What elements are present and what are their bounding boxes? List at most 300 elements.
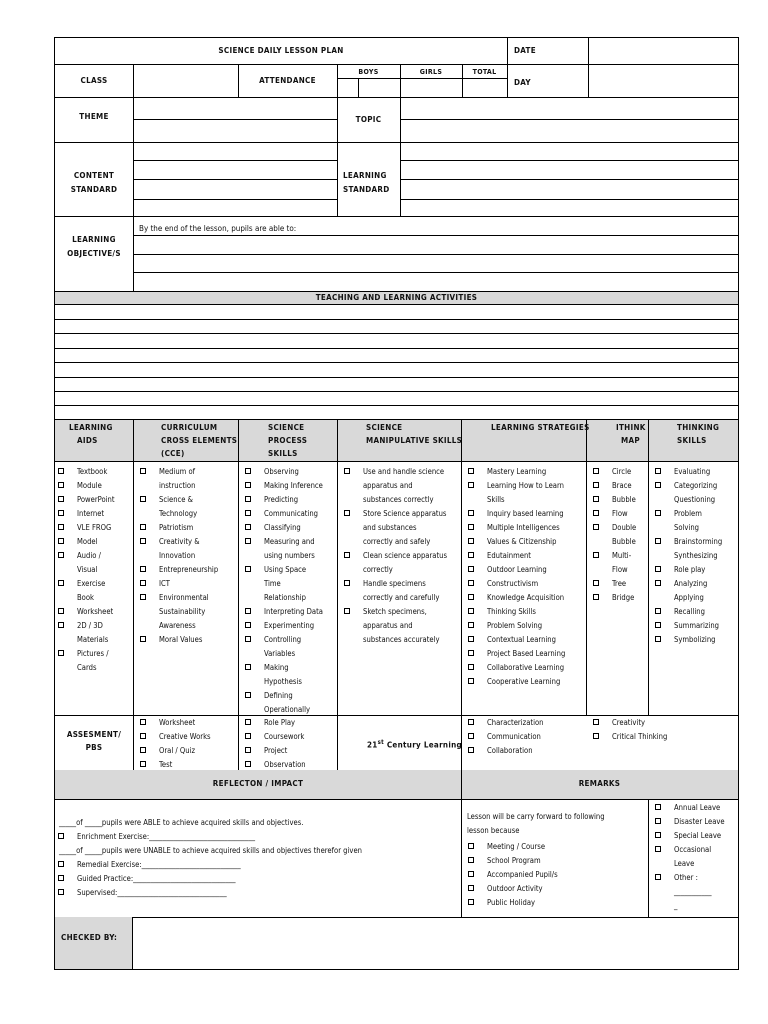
list-item-label: Measuring and	[264, 537, 315, 546]
list-item-label: apparatus and	[363, 621, 413, 630]
checkbox-icon[interactable]	[468, 871, 474, 877]
checkbox-icon[interactable]	[468, 664, 474, 670]
list-item	[242, 661, 323, 675]
list-item-label: _	[674, 901, 678, 910]
checkbox-icon[interactable]	[58, 552, 64, 558]
list-item	[652, 829, 725, 843]
list-item-label: Technology	[159, 509, 198, 518]
list-item-label: Patriotism	[159, 523, 194, 532]
class-label: CLASS	[80, 76, 108, 85]
list-item-label: Observation	[264, 760, 306, 769]
checkbox-icon[interactable]	[593, 468, 599, 474]
list-item	[652, 857, 725, 871]
thinking-header-2: SKILLS	[677, 436, 707, 445]
list-item-label: Creativity &	[159, 537, 200, 546]
list-item	[652, 535, 722, 549]
remarks-intro-2: lesson because	[467, 826, 520, 835]
list-item	[590, 730, 667, 744]
checkbox-icon[interactable]	[593, 510, 599, 516]
checkbox-icon[interactable]	[468, 566, 474, 572]
checkbox-icon[interactable]	[468, 510, 474, 516]
list-item	[465, 854, 558, 868]
list-item-label: Hypothesis	[264, 677, 302, 686]
checkbox-icon[interactable]	[344, 580, 350, 586]
strategies-header: LEARNING STRATEGIES	[491, 423, 590, 432]
checkbox-icon[interactable]	[468, 594, 474, 600]
checkbox-icon[interactable]	[140, 580, 146, 586]
list-item-label: Clean science apparatus	[363, 551, 448, 560]
list-item	[242, 689, 323, 703]
checkbox-icon[interactable]	[655, 510, 661, 516]
list-item	[137, 577, 218, 591]
remarks-title: REMARKS	[578, 779, 621, 788]
checkbox-icon[interactable]	[593, 496, 599, 502]
list-item-label: Thinking Skills	[487, 607, 536, 616]
checkbox-icon[interactable]	[593, 552, 599, 558]
list-item	[137, 549, 218, 563]
list-item-label: Constructivism	[487, 579, 539, 588]
checkbox-icon[interactable]	[245, 510, 251, 516]
checkbox-icon[interactable]	[468, 678, 474, 684]
list-item-label: Time	[264, 579, 281, 588]
list-item-label: Entrepreneurship	[159, 565, 219, 574]
list-item	[137, 563, 218, 577]
list-item	[465, 882, 558, 896]
list-item-label: Materials	[77, 635, 109, 644]
checkbox-icon[interactable]	[58, 580, 64, 586]
list-item	[55, 521, 115, 535]
list-item	[590, 535, 636, 549]
list-item-label: Questioning	[674, 495, 716, 504]
list-item-label: Operationally	[264, 705, 311, 714]
checkbox-icon[interactable]	[468, 747, 474, 753]
checkbox-icon[interactable]	[468, 885, 474, 891]
list-item-label: Bubble	[612, 495, 636, 504]
checkbox-icon[interactable]	[245, 566, 251, 572]
list-item	[55, 465, 115, 479]
list-item	[55, 661, 115, 675]
list-item	[55, 563, 115, 577]
list-item	[465, 647, 565, 661]
list-item-label: Making Inference	[264, 481, 323, 490]
supervised-line: Supervised:________________________________	[77, 888, 227, 897]
list-item-label: Medium of	[159, 467, 196, 476]
list-item	[465, 716, 543, 730]
manipulative-header-2: MANIPULATIVE SKILLS	[366, 436, 463, 445]
list-item	[590, 563, 636, 577]
checkbox-icon[interactable]	[593, 524, 599, 530]
date-label: DATE	[514, 46, 536, 55]
list-item	[341, 493, 447, 507]
checkbox-icon[interactable]	[245, 468, 251, 474]
checkbox-icon[interactable]	[593, 719, 599, 725]
list-item-label: Use and handle science	[363, 467, 445, 476]
list-item-label: Edutainment	[487, 551, 531, 560]
list-item	[652, 521, 722, 535]
checkbox-icon[interactable]	[245, 608, 251, 614]
list-item	[465, 507, 565, 521]
list-item	[341, 633, 447, 647]
list-item-label: Communicating	[264, 509, 319, 518]
checkbox-icon[interactable]	[245, 719, 251, 725]
list-item-label: Leave	[674, 859, 695, 868]
checkbox-icon[interactable]	[655, 608, 661, 614]
list-item-label: Knowledge Acquisition	[487, 593, 565, 602]
checkbox-icon[interactable]	[344, 468, 350, 474]
checkbox-icon[interactable]	[655, 482, 661, 488]
form-title: SCIENCE DAILY LESSON PLAN	[218, 46, 344, 55]
checkbox-icon[interactable]	[655, 804, 661, 810]
list-item	[55, 479, 115, 493]
list-item-label: Predicting	[264, 495, 299, 504]
list-item	[242, 716, 306, 730]
checkbox-icon[interactable]	[468, 524, 474, 530]
list-item	[590, 493, 636, 507]
list-item-label: Awareness	[159, 621, 196, 630]
list-item	[465, 493, 565, 507]
list-item-label: Circle	[612, 467, 632, 476]
list-item-label: Bubble	[612, 537, 636, 546]
cce-header-3: (CCE)	[161, 449, 185, 458]
checkbox-icon[interactable]	[58, 861, 64, 867]
checkbox-icon[interactable]	[245, 482, 251, 488]
checkbox-icon[interactable]	[245, 761, 251, 767]
checkbox-icon[interactable]	[344, 552, 350, 558]
checkbox-icon[interactable]	[58, 608, 64, 614]
checkbox-icon[interactable]	[140, 594, 146, 600]
list-item-label: Flow	[612, 509, 628, 518]
list-item-label: Problem Solving	[487, 621, 543, 630]
list-item	[242, 675, 323, 689]
list-item	[341, 563, 447, 577]
assessment-col3	[465, 716, 543, 758]
list-item-label: Collaboration	[487, 746, 533, 755]
list-item	[652, 801, 725, 815]
list-item-label: Textbook	[77, 467, 108, 476]
list-item-label: Meeting / Course	[487, 842, 546, 851]
checkbox-icon[interactable]	[593, 580, 599, 586]
checkbox-icon[interactable]	[655, 538, 661, 544]
enrichment-line: Enrichment Exercise:_______________________________	[77, 832, 256, 841]
checkbox-icon[interactable]	[468, 899, 474, 905]
list-item	[137, 633, 218, 647]
list-item-label: Skills	[487, 495, 505, 504]
able-line: _____of _____pupils were ABLE to achieve acquired skills and objectives.	[59, 818, 304, 827]
checkbox-icon[interactable]	[245, 636, 251, 642]
checkbox-icon[interactable]	[468, 552, 474, 558]
list-item	[55, 577, 115, 591]
list-item-label: Values & Citizenship	[487, 537, 557, 546]
list-item	[341, 521, 447, 535]
list-item-label: Evaluating	[674, 467, 711, 476]
checkbox-icon[interactable]	[655, 818, 661, 824]
list-item	[465, 868, 558, 882]
checkbox-icon[interactable]	[58, 496, 64, 502]
checkbox-icon[interactable]	[468, 608, 474, 614]
list-item-label: Interpreting Data	[264, 607, 323, 616]
list-item	[590, 521, 636, 535]
checkbox-icon[interactable]	[655, 580, 661, 586]
list-item	[341, 465, 447, 479]
list-item	[465, 591, 565, 605]
checkbox-icon[interactable]	[593, 482, 599, 488]
list-item-label: 2D / 3D	[77, 621, 103, 630]
list-item-label: School Program	[487, 856, 541, 865]
list-item-label: Science &	[159, 495, 193, 504]
list-item-label: Module	[77, 481, 102, 490]
list-item-label: Worksheet	[77, 607, 114, 616]
checkbox-icon[interactable]	[140, 524, 146, 530]
checkbox-icon[interactable]	[140, 636, 146, 642]
checkbox-icon[interactable]	[655, 636, 661, 642]
checkbox-icon[interactable]	[140, 733, 146, 739]
checkbox-icon[interactable]	[344, 608, 350, 614]
list-item-label: Environmental	[159, 593, 209, 602]
list-item-label: Disaster Leave	[674, 817, 725, 826]
checkbox-icon[interactable]	[468, 857, 474, 863]
list-item-label: Handle specimens	[363, 579, 426, 588]
list-item	[242, 465, 323, 479]
list-item	[137, 493, 218, 507]
list-item-label: Innovation	[159, 551, 196, 560]
checkbox-icon[interactable]	[468, 580, 474, 586]
checkbox-icon[interactable]	[468, 482, 474, 488]
checked-by-label: CHECKED BY:	[61, 933, 118, 942]
checkbox-icon[interactable]	[140, 468, 146, 474]
guided-line: Guided Practice:______________________________	[77, 874, 236, 883]
list-item-label: ___________	[674, 887, 712, 896]
list-item-label: Exercise	[77, 579, 106, 588]
checkbox-icon[interactable]	[593, 733, 599, 739]
list-item	[590, 549, 636, 563]
boys-label: BOYS	[358, 68, 379, 76]
list-item-label: PowerPoint	[77, 495, 115, 504]
checkbox-icon[interactable]	[655, 468, 661, 474]
list-item	[137, 716, 211, 730]
list-item	[652, 633, 722, 647]
checkbox-icon[interactable]	[344, 510, 350, 516]
checkbox-icon[interactable]	[58, 889, 64, 895]
assessment-label: ASSESMENT/	[66, 730, 122, 739]
list-item	[652, 563, 722, 577]
list-item-label: substances accurately	[363, 635, 440, 644]
learning-standard-label-2: STANDARD	[343, 185, 390, 194]
list-item-label: Audio /	[77, 551, 101, 560]
checkbox-icon[interactable]	[468, 650, 474, 656]
checkbox-icon[interactable]	[58, 538, 64, 544]
list-item-label: Inquiry based learning	[487, 509, 564, 518]
list-item	[652, 885, 725, 899]
list-item-label: Outdoor Learning	[487, 565, 547, 574]
checkbox-icon[interactable]	[245, 538, 251, 544]
ithink-header: ITHINK	[616, 423, 646, 432]
checkbox-icon[interactable]	[245, 733, 251, 739]
list-item	[652, 549, 722, 563]
list-item-label: VLE FROG	[77, 523, 112, 532]
list-item	[652, 507, 722, 521]
list-item-label: Synthesizing	[674, 551, 718, 560]
checkbox-icon[interactable]	[245, 496, 251, 502]
list-item-label: Critical Thinking	[612, 732, 668, 741]
checkbox-icon[interactable]	[468, 468, 474, 474]
list-item	[55, 549, 115, 563]
remedial-line: Remedial Exercise:_____________________________	[77, 860, 241, 869]
list-item	[341, 479, 447, 493]
list-item-label: Special Leave	[674, 831, 722, 840]
checkbox-icon[interactable]	[58, 833, 64, 839]
list-item-label: Outdoor Activity	[487, 884, 543, 893]
assessment-col4	[590, 716, 667, 744]
learning-aids-list	[55, 465, 115, 675]
checkbox-icon[interactable]	[655, 622, 661, 628]
list-item	[242, 619, 323, 633]
list-item	[465, 633, 565, 647]
list-item-label: Public Holiday	[487, 898, 536, 907]
list-item-label: Variables	[264, 649, 296, 658]
checkbox-icon[interactable]	[655, 832, 661, 838]
checkbox-icon[interactable]	[593, 594, 599, 600]
process-header-2: PROCESS	[268, 436, 308, 445]
checkbox-icon[interactable]	[140, 747, 146, 753]
checkbox-icon[interactable]	[140, 538, 146, 544]
checkbox-icon[interactable]	[58, 510, 64, 516]
checkbox-icon[interactable]	[58, 622, 64, 628]
checkbox-icon[interactable]	[58, 524, 64, 530]
list-item-label: Symbolizing	[674, 635, 716, 644]
unable-line: _____of _____pupils were UNABLE to achieve acquired skills and objectives therefor given	[59, 846, 362, 855]
checkbox-icon[interactable]	[655, 874, 661, 880]
list-item-label: Coursework	[264, 732, 305, 741]
list-item-label: Creativity	[612, 718, 646, 727]
list-item-label: Experimenting	[264, 621, 315, 630]
checkbox-icon[interactable]	[58, 468, 64, 474]
list-item-label: Recalling	[674, 607, 705, 616]
list-item	[242, 535, 323, 549]
list-item-label: Model	[77, 537, 98, 546]
attendance-label: ATTENDANCE	[259, 76, 316, 85]
list-item	[242, 577, 323, 591]
remarks-reasons	[465, 840, 558, 910]
checkbox-icon[interactable]	[140, 496, 146, 502]
learning-standard-label: LEARNING	[343, 171, 387, 180]
list-item	[465, 730, 543, 744]
checkbox-icon[interactable]	[245, 664, 251, 670]
checkbox-icon[interactable]	[140, 566, 146, 572]
list-item	[137, 521, 218, 535]
list-item	[55, 619, 115, 633]
process-header: SCIENCE	[268, 423, 305, 432]
checkbox-icon[interactable]	[468, 636, 474, 642]
list-item-label: Store Science apparatus	[363, 509, 447, 518]
checkbox-icon[interactable]	[58, 650, 64, 656]
checkbox-icon[interactable]	[468, 843, 474, 849]
list-item-label: Annual Leave	[674, 803, 721, 812]
list-item	[341, 535, 447, 549]
list-item-label: Double	[612, 523, 637, 532]
objectives-label: LEARNING	[72, 235, 116, 244]
list-item	[465, 549, 565, 563]
list-item	[341, 577, 447, 591]
checkbox-icon[interactable]	[468, 538, 474, 544]
list-item	[652, 899, 725, 913]
checkbox-icon[interactable]	[655, 846, 661, 852]
list-item-label: Defining	[264, 691, 293, 700]
checkbox-icon[interactable]	[245, 692, 251, 698]
century-number: 21	[367, 740, 378, 750]
list-item	[137, 591, 218, 605]
list-item-label: Worksheet	[159, 718, 196, 727]
list-item-label: Sketch specimens,	[363, 607, 427, 616]
checkbox-icon[interactable]	[140, 719, 146, 725]
list-item-label: Book	[77, 593, 95, 602]
list-item-label: Internet	[77, 509, 105, 518]
checkbox-icon[interactable]	[468, 733, 474, 739]
list-item-label: Project Based Learning	[487, 649, 566, 658]
list-item	[137, 730, 211, 744]
list-item	[242, 549, 323, 563]
checkbox-icon[interactable]	[245, 524, 251, 530]
manipulative-skills-list	[341, 465, 447, 647]
thinking-header: THINKING	[677, 423, 720, 432]
checkbox-icon[interactable]	[655, 566, 661, 572]
list-item	[242, 479, 323, 493]
checkbox-icon[interactable]	[140, 761, 146, 767]
checkbox-icon[interactable]	[58, 482, 64, 488]
list-item	[465, 744, 543, 758]
list-item-label: using numbers	[264, 551, 315, 560]
checkbox-icon[interactable]	[58, 875, 64, 881]
list-item	[590, 479, 636, 493]
list-item	[465, 563, 565, 577]
list-item	[242, 507, 323, 521]
girls-label: GIRLS	[419, 68, 443, 76]
cce-list	[137, 465, 218, 647]
list-item-label: Solving	[674, 523, 700, 532]
list-item	[590, 465, 636, 479]
list-item	[137, 619, 218, 633]
list-item-label: Project	[264, 746, 288, 755]
list-item-label: Test	[159, 760, 173, 769]
checkbox-icon[interactable]	[468, 719, 474, 725]
list-item-label: Pictures /	[77, 649, 109, 658]
remarks-intro-1: Lesson will be carry forward to following	[467, 812, 605, 821]
aids-header: LEARNING	[69, 423, 113, 432]
list-item	[137, 744, 211, 758]
list-item-label: Cooperative Learning	[487, 677, 561, 686]
list-item	[465, 521, 565, 535]
list-item-label: Problem	[674, 509, 702, 518]
list-item	[652, 843, 725, 857]
list-item-label: instruction	[159, 481, 196, 490]
list-item	[55, 493, 115, 507]
list-item-label: Creative Works	[159, 732, 211, 741]
checkbox-icon[interactable]	[245, 747, 251, 753]
list-item-label: Controlling	[264, 635, 302, 644]
list-item-label: Accompanied Pupil/s	[487, 870, 558, 879]
list-item-label: Contextual Learning	[487, 635, 556, 644]
list-item-label: correctly	[363, 565, 393, 574]
list-item	[55, 591, 115, 605]
checkbox-icon[interactable]	[245, 622, 251, 628]
list-item	[590, 716, 667, 730]
cce-header: CURRICULUM	[161, 423, 218, 432]
list-item-label: correctly and safely	[363, 537, 431, 546]
century-learning	[367, 738, 462, 751]
lesson-plan-form	[54, 37, 739, 970]
process-header-3: SKILLS	[268, 449, 298, 458]
checkbox-icon[interactable]	[468, 622, 474, 628]
assessment-col2	[242, 716, 306, 772]
